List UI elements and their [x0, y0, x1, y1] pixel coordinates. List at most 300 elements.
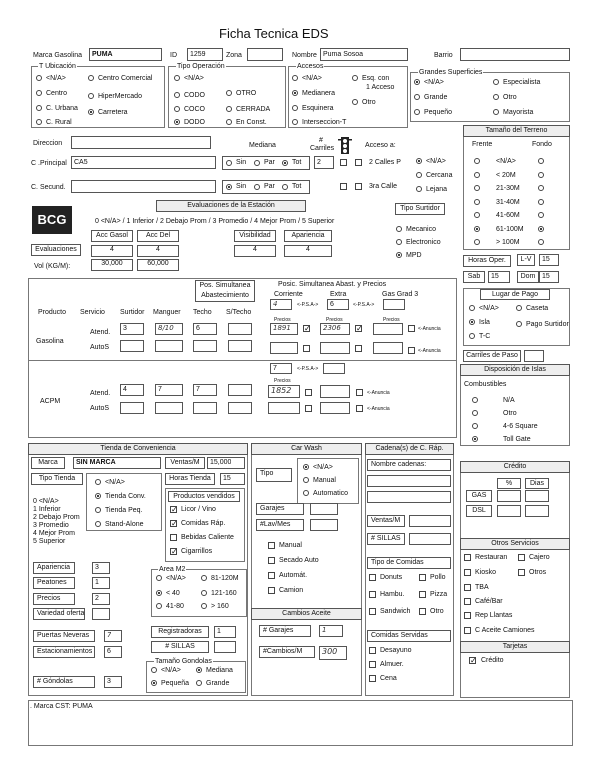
nombre-cadenas-label: Nombre cadenas:: [367, 459, 451, 471]
gas-psa-extra-field[interactable]: 6: [327, 299, 349, 310]
servida-almuer-check[interactable]: [369, 661, 376, 668]
calles-p-label: 2 Calles P: [369, 159, 401, 166]
gas-precio-corr-field[interactable]: 1891: [270, 323, 298, 335]
tienda-variedad-label: Variedad oferta: [33, 608, 85, 620]
accesos-medianera-radio[interactable]: [292, 90, 298, 96]
cadena-sillas-field[interactable]: [409, 533, 451, 545]
mediana-principal-tot-radio[interactable]: [282, 160, 288, 166]
tienda-scale-item: 0 <N/A>: [33, 498, 59, 505]
car-wash-automatico-label: Automatico: [313, 490, 349, 497]
gas-techo-field[interactable]: 6: [193, 323, 217, 335]
credito-dsl-dias[interactable]: [525, 505, 549, 517]
gas-manguer-field[interactable]: 8/10: [155, 323, 183, 335]
gas-precio-extra-autos-check[interactable]: [355, 345, 362, 352]
combustibles-label: Combustibles: [464, 381, 507, 388]
grandes-peque-o-label: Pequeño: [424, 109, 453, 116]
calle3-label: 3ra Calle: [369, 183, 398, 190]
disposicion-toll-gate-radio[interactable]: [472, 436, 478, 442]
lugar-pago-title: Lugar de Pago: [480, 289, 550, 300]
mediana-tot-label-2: Tot: [292, 183, 302, 190]
acpm-precio-2[interactable]: [320, 385, 350, 398]
lugar-pago-n-a-label: <N/A>: [479, 305, 499, 312]
fondo-100m-radio[interactable]: [538, 239, 544, 245]
tipo-op-en-const-radio[interactable]: [226, 119, 232, 125]
frente-20m-radio[interactable]: [474, 172, 480, 178]
apariencia-value[interactable]: 4: [284, 245, 332, 257]
nombre-cadenas-field-2[interactable]: [367, 491, 451, 503]
credito-dsl-pct[interactable]: [497, 505, 521, 517]
zona-field[interactable]: [247, 48, 283, 61]
producto-comidas-r-p-check[interactable]: [170, 520, 177, 527]
credito-gas-label: GAS: [466, 490, 492, 502]
gas-anuncia-autos-check[interactable]: [408, 347, 415, 354]
gas-precio-grad3-autos[interactable]: [373, 342, 403, 354]
terreno-n-a-label: <N/A>: [496, 158, 516, 165]
acceso-a-n-a-label: <N/A>: [426, 158, 446, 165]
id-label: ID: [170, 52, 177, 59]
gas-atend-label: Atend.: [90, 329, 111, 336]
producto-licor-vino-check[interactable]: [170, 506, 177, 513]
posic-simult-title: Posic. Simultanea Abast. y Precios: [278, 281, 387, 288]
car-wash-camion-check[interactable]: [268, 587, 275, 594]
gas-precio-extra-field[interactable]: 2306: [320, 323, 350, 335]
gas-psa-grad3-field[interactable]: [383, 299, 405, 310]
disposicion-n-a-radio[interactable]: [472, 397, 478, 403]
mediana-secund-tot-radio[interactable]: [282, 184, 288, 190]
ubicacion-centro-radio[interactable]: [36, 90, 42, 96]
gondolas-n-a-radio[interactable]: [151, 667, 157, 673]
frente-21-30m-radio[interactable]: [474, 185, 480, 191]
tipo-op-cerrada-label: CERRADA: [236, 106, 271, 113]
tienda-apariencia-field[interactable]: 3: [92, 562, 110, 574]
disposicion-4-6-square-radio[interactable]: [472, 423, 478, 429]
fondo-41-60m-radio[interactable]: [538, 212, 544, 218]
disposicion-otro-radio[interactable]: [472, 410, 478, 416]
frente-100m-radio[interactable]: [474, 239, 480, 245]
ubicacion-carretera-radio[interactable]: [88, 109, 94, 115]
area-160-radio[interactable]: [201, 603, 207, 609]
frente-n-a-radio[interactable]: [474, 158, 480, 164]
producto-licor-vino-label: Licor / Vino: [181, 506, 216, 513]
tipo-op-codo-label: CODO: [184, 92, 205, 99]
car-wash-camion-label: Camion: [279, 587, 304, 594]
acpm-precio-autos-2[interactable]: [320, 402, 350, 414]
direccion-label: Direccion: [33, 140, 63, 147]
gas-precio-corr-check[interactable]: [303, 325, 310, 332]
terreno-20m-label: < 20M: [496, 171, 516, 179]
disposicion-group: [460, 364, 570, 446]
car-wash-autom-t-check[interactable]: [268, 572, 275, 579]
otros-caf-bar-check[interactable]: [464, 598, 471, 605]
gas-precios-label-3: Precios: [383, 317, 400, 323]
tienda-num-gondolas-field[interactable]: 3: [104, 676, 122, 688]
extra-label: Extra: [330, 291, 347, 298]
car-wash-manual-radio[interactable]: [303, 477, 309, 483]
gas-grad3-label: Gas Grad 3: [382, 291, 419, 298]
vol-field-1[interactable]: 30,000: [91, 259, 133, 271]
grandes-n-a-radio[interactable]: [414, 79, 420, 85]
gondolas-grande-radio[interactable]: [196, 680, 202, 686]
grandes-peque-o-radio[interactable]: [414, 109, 420, 115]
ubicacion-n-a-radio[interactable]: [36, 75, 42, 81]
disposicion-otro-label: Otro: [503, 410, 517, 417]
accesos-1-acceso-label: 1 Acceso: [366, 84, 395, 91]
pos-simultanea-header: Pos. Simultanea Abastecimiento: [195, 280, 255, 302]
evaluaciones-scale: 0 <N/A> / 1 Inferior / 2 Debajo Prom / 3 Promedio / 4 Mejor Prom / 5 Superior: [95, 218, 335, 225]
mediana-tot-label: Tot: [292, 159, 302, 166]
comida-pizza-check[interactable]: [419, 591, 426, 598]
nombre-field[interactable]: Puma Sosoa: [320, 48, 408, 61]
cambios-garajes-field[interactable]: 1: [319, 625, 343, 637]
area-81-120m-radio[interactable]: [201, 575, 207, 581]
lugar-pago-t-c-radio[interactable]: [469, 333, 475, 339]
otros-c-aceite-camiones-check[interactable]: [464, 627, 471, 634]
gondolas-mediana-radio[interactable]: [196, 667, 202, 673]
sillas-field[interactable]: [214, 641, 236, 653]
tienda-puertas-label: Puertas Neveras: [33, 630, 95, 642]
tienda-puertas-field[interactable]: 7: [104, 630, 122, 642]
lv-field[interactable]: 15: [539, 254, 559, 266]
acceso-a-cercana-radio[interactable]: [416, 172, 422, 178]
acpm-psa-field-2[interactable]: [323, 363, 345, 374]
acpm-precio-autos[interactable]: [268, 402, 300, 414]
comida-donuts-check[interactable]: [369, 574, 376, 581]
id-field[interactable]: 1259: [187, 48, 223, 61]
principal-label: C .Principal: [31, 160, 67, 167]
cadena-sillas-label: # SILLAS: [367, 533, 405, 545]
page-title: Ficha Tecnica EDS: [219, 26, 329, 41]
mediana-secund-par-radio[interactable]: [254, 184, 260, 190]
ubicacion-c-rural-radio[interactable]: [36, 119, 42, 125]
tarjetas-credito-check[interactable]: [469, 657, 476, 664]
carriles-paso-field[interactable]: [524, 350, 544, 362]
vol-field-2[interactable]: 60,000: [137, 259, 179, 271]
mediana-sin-label: Sin: [236, 159, 247, 166]
ubicacion-centro-comercial-label: Centro Comercial: [98, 75, 153, 82]
zona-label: Zona: [226, 52, 242, 59]
tipo-op-otro-radio[interactable]: [226, 90, 232, 96]
calles-check-2[interactable]: [355, 159, 362, 166]
gas-precio-corr-autos-check[interactable]: [303, 345, 310, 352]
visibilidad-header: Visibilidad: [234, 230, 276, 242]
tienda-num-gondolas-label: # Góndolas: [33, 676, 95, 688]
acceso-a-label: Acceso a:: [365, 142, 396, 149]
acc-del-value[interactable]: 4: [137, 245, 179, 257]
gas-techo-autos[interactable]: [193, 340, 217, 352]
producto-header-servicio: Servicio: [80, 309, 105, 316]
otros-rep-llantas-label: Rep Llantas: [475, 612, 513, 619]
comida-sandwich-check[interactable]: [369, 608, 376, 615]
tienda-apariencia-label: Apariencia: [33, 562, 75, 574]
credito-gas-dias[interactable]: [525, 490, 549, 502]
surtidor-mpd-radio[interactable]: [396, 252, 402, 258]
ventas-m-label: Ventas/M: [165, 457, 205, 469]
disposicion-4-6-square-label: 4-6 Square: [503, 423, 538, 430]
tipo-op-n-a-radio[interactable]: [174, 75, 180, 81]
area-40-radio[interactable]: [156, 590, 162, 596]
frente-41-60m-radio[interactable]: [474, 212, 480, 218]
tipo-op-dodo-radio[interactable]: [174, 119, 180, 125]
tienda-scale-item: 1 Inferior: [33, 506, 61, 513]
tienda-peatones-label: Peatones: [33, 577, 75, 589]
grandes-mayorista-label: Mayorista: [503, 109, 534, 116]
lugar-pago-caseta-radio[interactable]: [516, 305, 522, 311]
credito-gas-pct[interactable]: [497, 490, 521, 502]
tipo-tienda-tienda-conv-label: Tienda Conv.: [105, 493, 146, 500]
comida-pollo-label: Pollo: [430, 574, 446, 581]
lugar-pago-n-a-radio[interactable]: [469, 305, 475, 311]
otros-restauran-label: Restauran: [475, 554, 508, 561]
acpm-stecho-field[interactable]: [228, 384, 252, 396]
accesos-otro-radio[interactable]: [352, 99, 358, 105]
tienda-precios-field[interactable]: 2: [92, 593, 110, 605]
lugar-pago-pago-surtidor-radio[interactable]: [516, 321, 522, 327]
acpm-techo-autos[interactable]: [193, 402, 217, 414]
tienda-peatones-field[interactable]: 1: [92, 577, 110, 589]
accesos-title: Accesos: [297, 63, 324, 70]
fondo-n-a-radio[interactable]: [538, 158, 544, 164]
tamano-terreno-title: Tamaño del Terreno: [463, 125, 570, 137]
tipo-tienda-n-a-radio[interactable]: [95, 479, 101, 485]
tipo-comidas-title: Tipo de Comidas: [367, 557, 451, 569]
horas-oper-label: Horas Oper.: [463, 255, 511, 267]
acpm-techo-field[interactable]: 7: [193, 384, 217, 396]
acpm-psa-field[interactable]: 7: [270, 363, 292, 374]
frente-31-40m-radio[interactable]: [474, 199, 480, 205]
surtidor-electronico-label: Electronico: [406, 239, 441, 246]
tipo-tienda-tienda-conv-radio[interactable]: [95, 493, 101, 499]
surtidor-electronico-radio[interactable]: [396, 239, 402, 245]
ubicacion-hipermercado-radio[interactable]: [88, 93, 94, 99]
area-n-a-radio[interactable]: [156, 575, 162, 581]
acpm-surtidor-autos[interactable]: [120, 402, 144, 414]
comida-hambu-check[interactable]: [369, 591, 376, 598]
otros-restauran-check[interactable]: [464, 554, 471, 561]
gas-stecho-autos[interactable]: [228, 340, 252, 352]
tipo-tienda-n-a-label: <N/A>: [105, 479, 125, 486]
tipo-op-coco-radio[interactable]: [174, 106, 180, 112]
sab-field[interactable]: 15: [488, 271, 510, 283]
acpm-precio-field[interactable]: 1852: [268, 385, 300, 398]
calle3-check-1[interactable]: [340, 183, 347, 190]
acpm-stecho-autos[interactable]: [228, 402, 252, 414]
tienda-marca-field[interactable]: SIN MARCA: [73, 457, 161, 469]
visibilidad-value[interactable]: 4: [234, 245, 276, 257]
acpm-precios-label: Precios: [274, 378, 291, 384]
carriles-field[interactable]: 2: [314, 156, 334, 169]
car-wash-secado-auto-check[interactable]: [268, 557, 275, 564]
gas-surtidor-autos[interactable]: [120, 340, 144, 352]
accesos-interseccion-t-label: Interseccion-T: [302, 119, 347, 126]
cambios-m-field[interactable]: 300: [319, 646, 347, 660]
acpm-anuncia-autos-check[interactable]: [356, 405, 363, 412]
lugar-pago-pago-surtidor-label: Pago Surtidor: [526, 321, 569, 328]
cadena-title: Cadena(s) de C. Ráp.: [365, 443, 454, 455]
car-wash-manual-label: Manual: [313, 477, 336, 484]
gas-surtidor-field[interactable]: 3: [120, 323, 144, 335]
lugar-pago-isla-radio[interactable]: [469, 319, 475, 325]
accesos-esquinera-label: Esquinera: [302, 105, 334, 112]
otros-otros-check[interactable]: [518, 569, 525, 576]
tipo-op-cerrada-radio[interactable]: [226, 106, 232, 112]
area-41-80-radio[interactable]: [156, 603, 162, 609]
lugar-pago-caseta-label: Caseta: [526, 305, 549, 312]
terreno-61-100m-label: 61-100M: [496, 225, 524, 233]
tarjetas-credito-label: Crédito: [481, 657, 504, 664]
direccion-field[interactable]: [71, 136, 211, 149]
car-wash-secado-auto-label: Secado Auto: [279, 557, 319, 564]
dom-label: Dom: [517, 271, 539, 283]
fondo-20m-radio[interactable]: [538, 172, 544, 178]
bcg-logo: [32, 206, 72, 234]
car-wash-n-a-radio[interactable]: [303, 464, 309, 470]
comida-otro-label: Otro: [430, 608, 444, 615]
area-121-160-radio[interactable]: [201, 590, 207, 596]
gas-manguer-autos[interactable]: [155, 340, 183, 352]
ubicacion-c-urbana-radio[interactable]: [36, 105, 42, 111]
acpm-precio-autos-check[interactable]: [305, 405, 312, 412]
ubicacion-carretera-label: Carretera: [98, 109, 128, 116]
producto-bebidas-caliente-label: Bebidas Caliente: [181, 534, 234, 541]
grandes-otro-radio[interactable]: [493, 94, 499, 100]
tienda-variedad-field[interactable]: [92, 608, 110, 620]
gondolas-title: Tamaño Gondolas: [155, 658, 212, 665]
secund-field[interactable]: [71, 180, 216, 193]
cadena-ventas-field[interactable]: [409, 515, 451, 527]
tienda-estacionamientos-field[interactable]: 6: [104, 646, 122, 658]
gas-precio-extra-check[interactable]: [355, 325, 362, 332]
tipo-tienda-tienda-peq-label: Tienda Peq.: [105, 507, 143, 514]
mediana-principal-sin-radio[interactable]: [226, 160, 232, 166]
gas-psa-corr-field[interactable]: 4: [270, 299, 292, 310]
acpm-manguer-autos[interactable]: [155, 402, 183, 414]
lav-mes-field[interactable]: [310, 519, 338, 531]
producto-header-producto: Producto: [38, 309, 67, 316]
comida-pizza-label: Pizza: [430, 591, 448, 598]
dom-field[interactable]: 15: [539, 271, 559, 283]
mediana-secund-sin-radio[interactable]: [226, 184, 232, 190]
ubicacion-hipermercado-label: HiperMercado: [98, 93, 142, 100]
acceso-a-lejana-radio[interactable]: [416, 186, 422, 192]
accesos-esquinera-radio[interactable]: [292, 105, 298, 111]
marca-gasolina-field[interactable]: PUMA: [89, 48, 162, 61]
grandes-mayorista-radio[interactable]: [493, 109, 499, 115]
ubicacion-c-rural-label: C. Rural: [46, 119, 72, 126]
calles-check-1[interactable]: [340, 159, 347, 166]
frente-61-100m-radio[interactable]: [474, 226, 480, 232]
credito-dias-label: Dias: [525, 478, 549, 489]
servida-cena-label: Cena: [380, 675, 397, 682]
grandes-especialista-radio[interactable]: [493, 79, 499, 85]
gondolas-grande-label: Grande: [206, 680, 230, 687]
nombre-cadenas-field-1[interactable]: [367, 475, 451, 487]
comidas-servidas-title: Comidas Servidas: [367, 630, 451, 642]
surtidor-mecanico-label: Mecanico: [406, 226, 436, 233]
comida-otro-check[interactable]: [419, 608, 426, 615]
garajes-field[interactable]: [310, 503, 338, 515]
gas-precio-extra-autos[interactable]: [320, 342, 350, 354]
bcg-logo-text: BCG: [37, 212, 67, 227]
gas-anuncia-label: <-Anuncia: [418, 326, 441, 332]
gondolas-mediana-label: Mediana: [206, 667, 233, 674]
otros-rep-llantas-check[interactable]: [464, 612, 471, 619]
nombre-label: Nombre: [292, 52, 317, 59]
otros-kiosko-check[interactable]: [464, 569, 471, 576]
gas-precio-corr-autos[interactable]: [270, 342, 298, 354]
calle3-check-2[interactable]: [355, 183, 362, 190]
servida-cena-check[interactable]: [369, 675, 376, 682]
accesos-interseccion-t-radio[interactable]: [292, 119, 298, 125]
acpm-psa-label: <-P.S.A->: [297, 366, 319, 372]
ubicacion-centro-comercial-radio[interactable]: [88, 75, 94, 81]
acpm-manguer-field[interactable]: 7: [155, 384, 183, 396]
servida-desayuno-check[interactable]: [369, 647, 376, 654]
barrio-field[interactable]: [460, 48, 570, 61]
tipo-tienda-tienda-peq-radio[interactable]: [95, 507, 101, 513]
gas-precio-grad3-field[interactable]: [373, 323, 403, 335]
registradoras-field[interactable]: 1: [214, 626, 236, 638]
otros-cajero-check[interactable]: [518, 554, 525, 561]
cambios-garajes-label: # Garajes: [259, 625, 311, 637]
comida-pollo-check[interactable]: [419, 574, 426, 581]
car-wash-automatico-radio[interactable]: [303, 490, 309, 496]
accesos-n-a-radio[interactable]: [292, 75, 298, 81]
terreno-41-60m-label: 41-60M: [496, 212, 520, 219]
gas-precios-label-2: Precios: [326, 317, 343, 323]
fondo-61-100m-radio[interactable]: [538, 226, 544, 232]
fondo-31-40m-radio[interactable]: [538, 199, 544, 205]
producto-divider: [28, 360, 457, 361]
grandes-especialista-label: Especialista: [503, 79, 541, 86]
gas-anuncia-autos-label: <-Anuncia: [418, 348, 441, 354]
acceso-a-lejana-label: Lejana: [426, 186, 448, 193]
acpm-precio-check[interactable]: [305, 389, 312, 396]
mediana-principal-par-radio[interactable]: [254, 160, 260, 166]
ubicacion-c-urbana-label: C. Urbana: [46, 105, 78, 112]
surtidor-mecanico-radio[interactable]: [396, 226, 402, 232]
acc-gasol-value[interactable]: 4: [91, 245, 133, 257]
accesos-medianera-label: Medianera: [302, 90, 336, 97]
producto-bebidas-caliente-check[interactable]: [170, 534, 177, 541]
acpm-anuncia-check[interactable]: [356, 389, 363, 396]
gas-anuncia-check[interactable]: [408, 325, 415, 332]
tipo-tienda-stand-alone-label: Stand-Alone: [105, 521, 144, 528]
tipo-op-codo-radio[interactable]: [174, 92, 180, 98]
grandes-grande-radio[interactable]: [414, 94, 420, 100]
horas-tienda-field[interactable]: 15: [220, 473, 245, 485]
principal-field[interactable]: CA5: [71, 156, 216, 169]
acceso-a-n-a-radio[interactable]: [416, 158, 422, 164]
producto-cigarrillos-check[interactable]: [170, 548, 177, 555]
car-wash-manual-check[interactable]: [268, 542, 275, 549]
producto-comidas-r-p-label: Comidas Ráp.: [181, 520, 226, 527]
sab-label: Sab: [463, 271, 485, 283]
fondo-21-30m-radio[interactable]: [538, 185, 544, 191]
otros-tba-check[interactable]: [464, 584, 471, 591]
gas-stecho-field[interactable]: [228, 323, 252, 335]
tipo-tienda-stand-alone-radio[interactable]: [95, 521, 101, 527]
acpm-surtidor-field[interactable]: 4: [120, 384, 144, 396]
barrio-label: Barrio: [434, 52, 453, 59]
gondolas-peque-a-radio[interactable]: [151, 680, 157, 686]
grandes-superficies-title: Grandes Superficies: [419, 69, 483, 76]
acc-gasol-header: Acc Gasol: [91, 230, 133, 242]
gondolas-peque-a-label: Pequeña: [161, 680, 190, 687]
ventas-m-field[interactable]: 15,000: [207, 457, 245, 469]
registradoras-label: Registradoras: [151, 626, 209, 638]
accesos-esq-con-radio[interactable]: [352, 75, 358, 81]
horas-tienda-label: Horas Tienda: [165, 473, 215, 485]
